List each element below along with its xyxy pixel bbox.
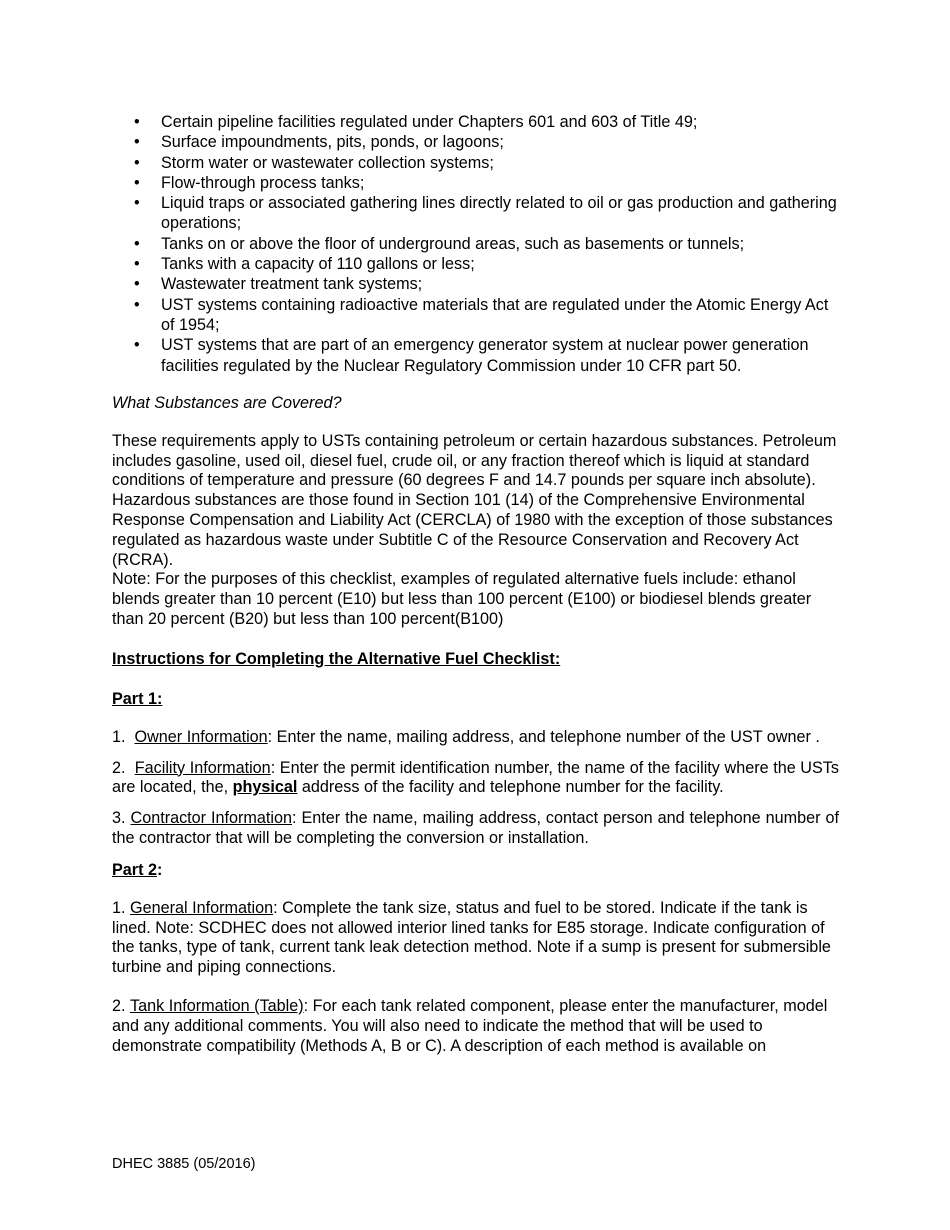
- list-item: • Tanks with a capacity of 110 gallons or less;: [134, 255, 475, 274]
- bullet-icon: •: [134, 255, 140, 274]
- general-information-label: General Information: [130, 898, 274, 917]
- part2-heading: Part 2:: [112, 860, 163, 879]
- tank-information-label: Tank Information (Table): [130, 997, 304, 1015]
- instructions-heading: Instructions for Completing the Alternative Fuel Checklist:: [112, 649, 561, 668]
- facility-information-label: Facility Information: [134, 758, 271, 777]
- form-number-footer: DHEC 3885 (05/2016): [112, 1156, 256, 1172]
- document-page: [112, 112, 839, 1056]
- list-item: • Liquid traps or associated gathering lines directly related to oil or gas production and gathering operations;: [134, 194, 837, 233]
- owner-information-label: Owner Information: [134, 727, 268, 746]
- bullet-icon: •: [134, 275, 140, 294]
- bullet-icon: •: [134, 153, 140, 172]
- list-item: • UST systems containing radioactive materials that are regulated under the Atomic Energy Act of 1954;: [134, 295, 829, 334]
- contractor-information-label: Contractor Information: [130, 809, 293, 828]
- substances-body: These requirements apply to USTs containing petroleum or certain hazardous substances. Petroleum includes gasoline, used oil, diesel fuel, crude oil, or any fraction thereof which is liquid at standard conditions of temperature and pressure (60 degrees F and 14.7 pounds per square inch absolute). Hazardous substances are those found in Section 101 (14) of the Comprehensive Environmental Response Compensation and Liability Act (CERCLA) of 1980 with the exception of those substances regulated as hazardous waste under Subtitle C of the Resource Conservation and Recovery Act (RCRA).: [112, 431, 837, 569]
- tank-information-item: 2. Tank Information (Table): For each tank related component, please enter the manufacturer, model and any additional comments. You will also need to indicate the method that will be used to demonstrate compatibility (Methods A, B or C). A description of each method is available on: [112, 997, 828, 1055]
- part1-heading: Part 1:: [112, 689, 163, 708]
- bullet-icon: •: [134, 194, 140, 213]
- bullet-icon: •: [134, 234, 140, 253]
- physical-emphasis: physical: [232, 778, 298, 797]
- bullet-icon: •: [134, 336, 140, 355]
- list-item: • Certain pipeline facilities regulated under Chapters 601 and 603 of Title 49;: [134, 113, 698, 131]
- list-item: • Wastewater treatment tank systems;: [134, 275, 423, 294]
- list-item: • UST systems that are part of an emergency generator system at nuclear power generation facilities regulated by the Nuclear Regulatory Commission under 10 CFR part 50.: [134, 336, 809, 375]
- list-item: • Flow-through process tanks;: [134, 173, 365, 192]
- list-item: • Surface impoundments, pits, ponds, or lagoons;: [134, 133, 504, 152]
- exclusion-list: [112, 112, 839, 376]
- substances-heading: What Substances are Covered?: [112, 393, 342, 412]
- bullet-icon: •: [134, 295, 140, 314]
- bullet-icon: •: [134, 113, 140, 131]
- bullet-icon: •: [134, 173, 140, 192]
- facility-information-item: 2. Facility Information: Enter the permit identification number, the name of the facility where the USTs are located, the, physical address of the facility and telephone number for the facility.: [112, 758, 839, 797]
- list-item: • Storm water or wastewater collection systems;: [134, 153, 494, 172]
- general-information-item: 1. General Information: Complete the tank size, status and fuel to be stored. Indicate if the tank is lined. Note: SCDHEC does not allowed interior lined tanks for E85 storage. Indicate configuration of the tanks, type of tank, current tank leak detection method. Note if a sump is present for submersible turbine and piping connections.: [112, 898, 831, 977]
- owner-information-item: 1. Owner Information: Enter the name, mailing address, and telephone number of the UST owner .: [112, 727, 820, 746]
- substances-note: Note: For the purposes of this checklist, examples of regulated alternative fuels include: ethanol blends greater than 10 percent (E10) but less than 100 percent (E100) or biodiesel blends greater than 20 percent (B20) but less than 100 percent(B100): [112, 570, 812, 629]
- contractor-information-item: 3. Contractor Information: Enter the name, mailing address, contact person and telephone number of the contractor that will be completing the conversion or installation.: [112, 809, 840, 848]
- list-item: • Tanks on or above the floor of underground areas, such as basements or tunnels;: [134, 234, 745, 253]
- bullet-icon: •: [134, 133, 140, 152]
